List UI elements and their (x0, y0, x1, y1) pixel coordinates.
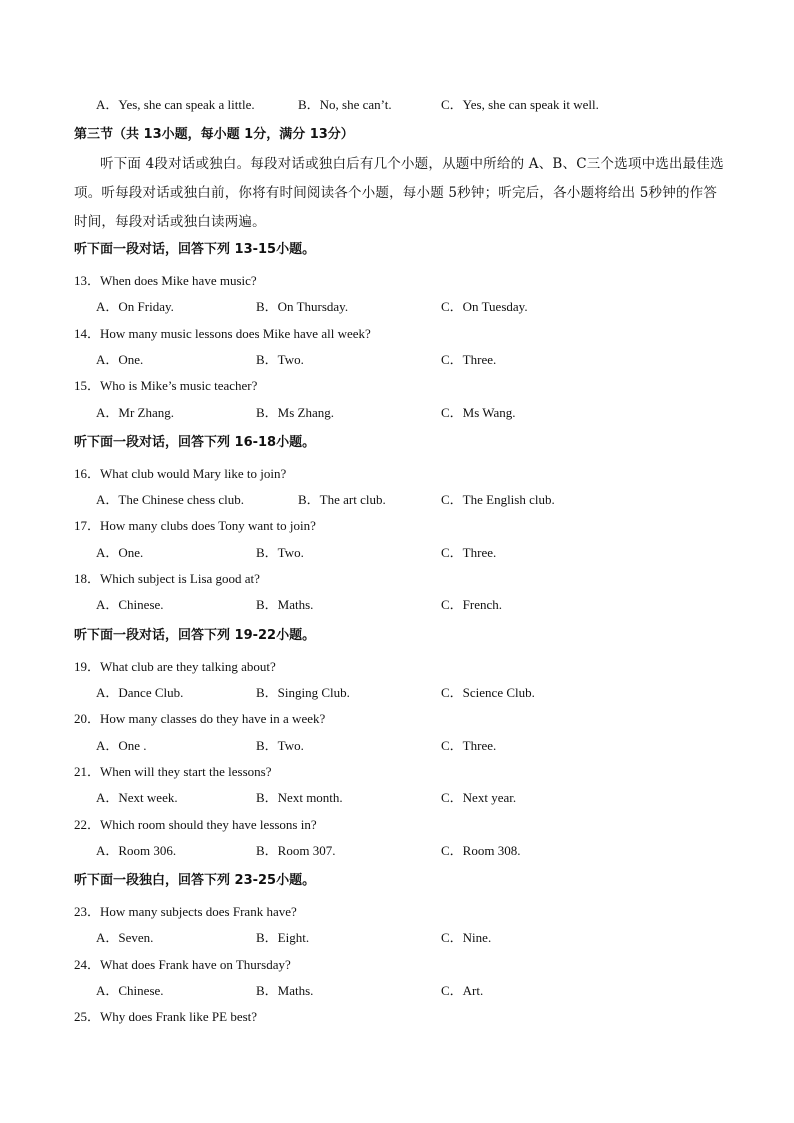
question-stem: 13．When does Mike have music? (74, 273, 257, 288)
option-a: A．Mr Zhang. (96, 405, 174, 420)
option-c: C．Next year. (441, 790, 517, 805)
option-b: B．Two. (256, 545, 304, 560)
option-row (0, 351, 794, 369)
option-a: A．One. (96, 352, 144, 367)
option-c: C．Nine. (441, 930, 492, 945)
option-c: C．Yes, she can speak it well. (441, 97, 599, 112)
option-a: A．Chinese. (96, 983, 164, 998)
option-row (0, 298, 794, 316)
group-header: 听下面一段对话，回答下列 19-22小题。 (74, 628, 316, 643)
question-stem: 23．How many subjects does Frank have? (74, 904, 297, 919)
option-b: B．Maths. (256, 983, 314, 998)
option-a: A．Next week. (96, 790, 178, 805)
option-b: B．Ms Zhang. (256, 405, 335, 420)
option-row (0, 842, 794, 860)
group-header: 听下面一段对话，回答下列 16-18小题。 (74, 435, 316, 450)
option-c: C．Three. (441, 545, 497, 560)
option-b: B．Next month. (256, 790, 343, 805)
option-b: B．Eight. (256, 930, 310, 945)
question-stem: 24．What does Frank have on Thursday? (74, 957, 291, 972)
option-a: A．Seven. (96, 930, 154, 945)
question-stem: 22．Which room should they have lessons in? (74, 817, 317, 832)
option-b: B．On Thursday. (256, 299, 349, 314)
option-b: B．No, she can’t. (298, 97, 392, 112)
option-c: C．Three. (441, 352, 497, 367)
option-row (0, 684, 794, 702)
option-row (0, 789, 794, 807)
option-c: C．Three. (441, 738, 497, 753)
option-row (0, 96, 794, 114)
option-row (0, 596, 794, 614)
option-b: B．Two. (256, 352, 304, 367)
option-a: A．One. (96, 545, 144, 560)
option-b: B．Two. (256, 738, 304, 753)
option-row (0, 982, 794, 1000)
option-c: C．Ms Wang. (441, 405, 516, 420)
option-c: C．Science Club. (441, 685, 535, 700)
section-title: 第三节（共 13小题，每小题 1分，满分 13分） (74, 127, 354, 142)
option-b: B．Room 307. (256, 843, 336, 858)
question-stem: 16．What club would Mary like to join? (74, 466, 287, 481)
option-a: A．The Chinese chess club. (96, 492, 245, 507)
question-stem: 21．When will they start the lessons? (74, 764, 272, 779)
option-row (0, 737, 794, 755)
option-c: C．French. (441, 597, 503, 612)
option-b: B．The art club. (298, 492, 386, 507)
option-b: B．Maths. (256, 597, 314, 612)
option-row (0, 491, 794, 509)
question-stem: 19．What club are they talking about? (74, 659, 276, 674)
option-row (0, 544, 794, 562)
option-c: C．Art. (441, 983, 484, 998)
option-c: C．On Tuesday. (441, 299, 528, 314)
option-a: A．Room 306. (96, 843, 177, 858)
option-a: A．Yes, she can speak a little. (96, 97, 255, 112)
option-c: C．Room 308. (441, 843, 521, 858)
question-stem: 18．Which subject is Lisa good at? (74, 571, 260, 586)
question-stem: 15．Who is Mike’s music teacher? (74, 378, 258, 393)
option-c: C．The English club. (441, 492, 555, 507)
option-row (0, 929, 794, 947)
option-a: A．On Friday. (96, 299, 174, 314)
group-header: 听下面一段独白，回答下列 23-25小题。 (74, 873, 316, 888)
option-a: A．Chinese. (96, 597, 164, 612)
option-a: A．Dance Club. (96, 685, 184, 700)
section-instruction: 听下面 4段对话或独白。每段对话或独白后有几个小题，从题中所给的 A、B、C三个选项中选出最佳选项。听每段对话或独白前，你将有时间阅读各个小题，每小题 5秒钟；听完后，各小题将给出 5秒钟的作答时间，每段对话或独白读两遍。 (74, 156, 724, 230)
question-stem: 17．How many clubs does Tony want to join? (74, 518, 316, 533)
group-header: 听下面一段对话，回答下列 13-15小题。 (74, 242, 316, 257)
question-stem: 25．Why does Frank like PE best? (74, 1009, 258, 1024)
question-stem: 14．How many music lessons does Mike have all week? (74, 326, 371, 341)
option-b: B．Singing Club. (256, 685, 350, 700)
option-a: A．One . (96, 738, 147, 753)
option-row (0, 404, 794, 422)
question-stem: 20．How many classes do they have in a week? (74, 711, 326, 726)
